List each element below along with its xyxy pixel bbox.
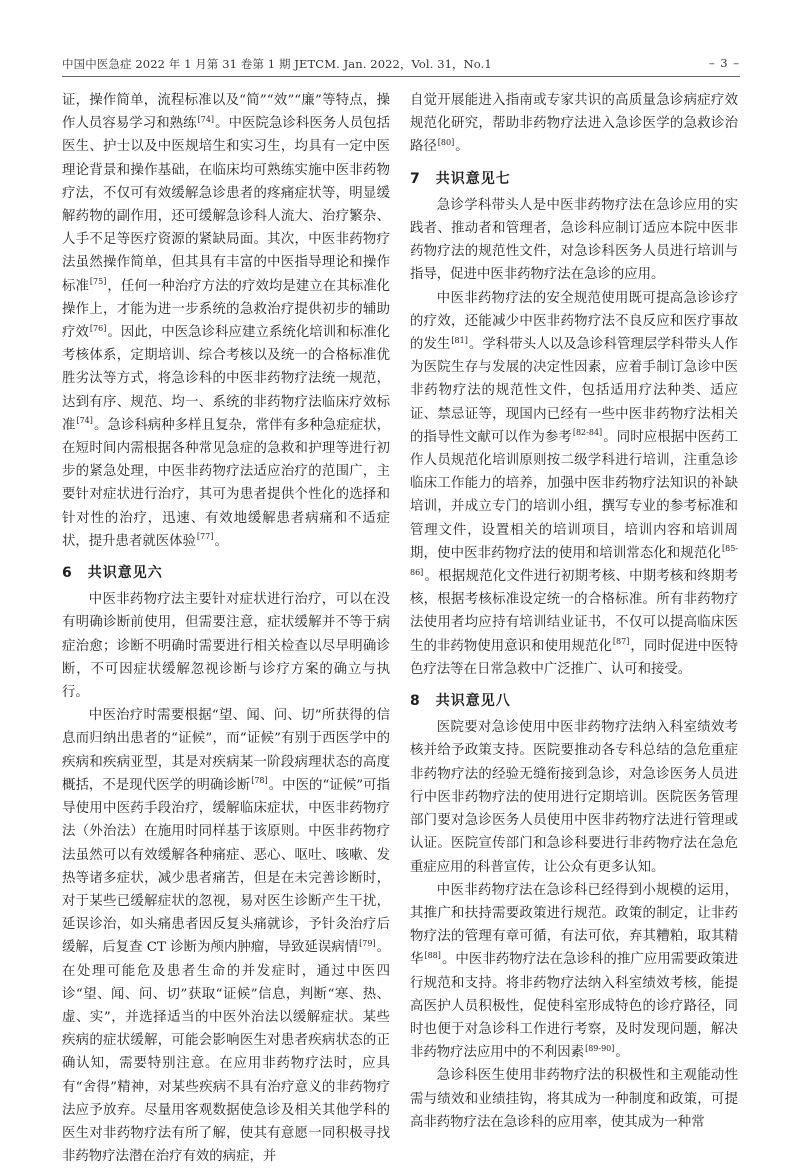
paragraph: 自觉开展能进入指南或专家共识的高质量急诊病症疗效规范化研究，帮助非药物疗法进入急诊医学的急救诊治路径[80]。 (410, 93, 738, 155)
citation[interactable]: [79] (359, 938, 376, 948)
citation[interactable]: [76] (89, 323, 107, 333)
citation[interactable]: [74] (76, 416, 93, 426)
citation[interactable]: [85-86] (410, 544, 738, 577)
citation[interactable]: [80] (437, 137, 455, 147)
header-rule (62, 76, 740, 77)
citation[interactable]: [74] (197, 114, 215, 124)
journal-citation: 中国中医急症 2022 年 1 月第 31 卷第 1 期 JETCM. Jan. 2022，Vol. 31，No.1 (62, 57, 492, 71)
paragraph: 证，操作简单，流程标准以及“简”“效”“廉”等特点，操作人员容易学习和熟练[74]。中医院急诊科医务人员包括医生、护士以及中医规培生和实习生，均具有一定中医理论背景和操作基础，在临床均可熟练实施中医非药物疗法，不仅可有效缓解急诊患者的疼痛症状等，明显缓解药物的副作用，还可缓解急诊科人流大、治疗繁杂、人手不足等医疗资源的紧缺局面。其次，中医非药物疗法虽然操作简单，但其具有丰富的中医指导理论和操作标准[75]，任何一种治疗方法的疗效均是建立在其标准化操作上，才能为进一步系统的急救治疗提供初步的辅助疗效[76]。因此，中医急诊科应建立系统化培训和标准化考核体系，定期培训、综合考核以及统一的合格标准优胜劣汰等方式，将急诊科的中医非药物疗法统一规范，达到有序、规范、均一、系统的非药物疗法临床疗效标准[74]。急诊科病种多样且复杂，常伴有多种急症症状，在短时间内需根据各种常见急症的急救和护理等进行初步的紧急处理，中医非药物疗法适应治疗的范围广，主要针对症状进行治疗，其可为患者提供个性化的选择和针对性的治疗，迅速、有效地缓解患者病痛和不适症状，提升患者就医体验[77]。 (62, 93, 391, 549)
citation[interactable]: [77] (196, 532, 214, 542)
citation[interactable]: [75] (89, 277, 107, 287)
citation[interactable]: [89-90] (585, 1043, 615, 1053)
paragraph: 中医非药物疗法在急诊科已经得到小规模的运用，其推广和扶持需要政策进行规范。政策的制定，让非药物疗法的管理有章可循，有法可依，弃其糟粕，取其精华[88]。中医非药物疗法在急诊科的推广应用需要政策进行规范和支持。将非药物疗法纳入科室绩效考核，能提高医护人员积极性，促使科室形成特色的诊疗路径，同时也便于对急诊科工作进行考察，及时发现问题，解决非药物疗法应用中的不利因素[89-90]。 (410, 882, 739, 1061)
citation[interactable]: [81] (451, 335, 468, 345)
section-heading-6: 6 共识意见六 (62, 565, 163, 582)
paragraph: 急诊学科带头人是中医非药物疗法在急诊应用的实践者、推动者和管理者，急诊科应制订适应本院中医非药物疗法的规范性文件，对急诊科医务人员进行培训与指导，促进中医非药物疗法在急诊的应用。 (410, 197, 738, 283)
running-header (62, 56, 740, 76)
paragraph: 中医非药物疗法主要针对症状进行治疗，可以在没有明确诊断前使用，但需要注意，症状缓解并不等于病症治愈；诊断不明确时需要进行相关检查以尽早明确诊断，不可因症状缓解忽视诊断与诊疗方案的确立与执行。 (62, 592, 390, 701)
right-column (410, 89, 738, 1134)
section-heading-7: 7 共识意见七 (410, 170, 511, 187)
page-number: – 3 – (708, 56, 740, 70)
left-column (62, 89, 390, 1168)
paragraph: 中医治疗时需要根据“望、闻、问、切”所获得的信息而归纳出患者的“证候”，而“证候”有别于西医学中的疾病和疾病亚型，其是对疾病某一阶段病理状态的高度概括，不是现代医学的明确诊断[78]。中医的“证候”可指导使用中医药手段治疗，缓解临床症状，中医非药物疗法（外治法）在施用时同样基于该原则。中医非药物疗法虽然可以有效缓解各种痛症、恶心、呕吐、咳嗽、发热等诸多症状，减少患者痛苦，但是在未完善诊断时，对于某些已缓解症状的忽视，易对医生诊断产生干扰，延误诊治，如头痛患者因反复头痛就诊，予针灸治疗后缓解，后复查 CT 诊断为颅内肿瘤，导致延误病情[79]。在处理可能危及患者生命的并发症时，通过中医四诊“望、闻、问、切”获取“证候”信息，判断“寒、热、虚、实”，并选择适当的中医外治法以缓解症状。某些疾病的症状缓解，可能会影响医生对患者疾病状态的正确认知，需要特别注意。在应用非药物疗法时，应具有“舍得”精神，对某些疾病不具有治疗意义的非药物疗法应予放弃。尽量用客观数据使急诊及相关其他学科的医生对非药物疗法有所了解，使其有意愿一同积极寻找非药物疗法潜在治疗有效的病症，并 (62, 708, 390, 1165)
paragraph: 中医非药物疗法的安全规范使用既可提高急诊诊疗的疗效，还能减少中医非药物疗法不良反应和医疗事故的发生[81]。学科带头人以及急诊科管理层学科带头人作为医院生存与发展的决定性因素，应着手制订急诊中医非药物疗法的规范性文件，包括适用疗法种类、适应证、禁忌证等，现国内已经有一些中医非药物疗法相关的指导性文献可以作为参考[82-84]。同时应根据中医药工作人员规范化培训原则按二级学科进行培训，注重急诊临床工作能力的培养，加强中医非药物疗法知识的补缺培训，并成立专门的培训小组，撰写专业的参考标准和管理文件，设置相关的培训项目，培训内容和培训周期，使中医非药物疗法的使用和培训常态化和规范化[85-86]。根据规范化文件进行初期考核、中期考核和终期考核，根据考核标准设定统一的合格标准。所有非药物疗法使用者均应持有培训结业证书，不仅可以提高临床医生的非药物使用意识和使用规范化[87]，同时促进中医特色疗法等在日常急救中广泛推广、认可和接受。 (410, 290, 739, 677)
citation[interactable]: [87] (612, 637, 630, 647)
citation[interactable]: [78] (251, 776, 268, 786)
citation[interactable]: [82-84] (572, 428, 603, 438)
paragraph: 医院要对急诊使用中医非药物疗法纳入科室绩效考核并给予政策支持。医院要推动各专科总结的急危重症非药物疗法的经验无缝衔接到急诊，对急诊医务人员进行中医非药物疗法的使用进行定期培训。医院医务管理部门要对急诊医务人员使用中医非药物疗法进行管理或认证。医院宣传部门和急诊科要进行非药物疗法在急危重症应用的科普宣传，让公众有更多认知。 (410, 720, 738, 875)
citation[interactable]: [88] (424, 950, 441, 960)
paragraph: 急诊科医生使用非药物疗法的积极性和主观能动性需与绩效和业绩挂钩，将其成为一种制度和政策，可提高非药物疗法在急诊科的应用率，使其成为一种常 (410, 1068, 738, 1130)
section-heading-8: 8 共识意见八 (410, 693, 511, 710)
